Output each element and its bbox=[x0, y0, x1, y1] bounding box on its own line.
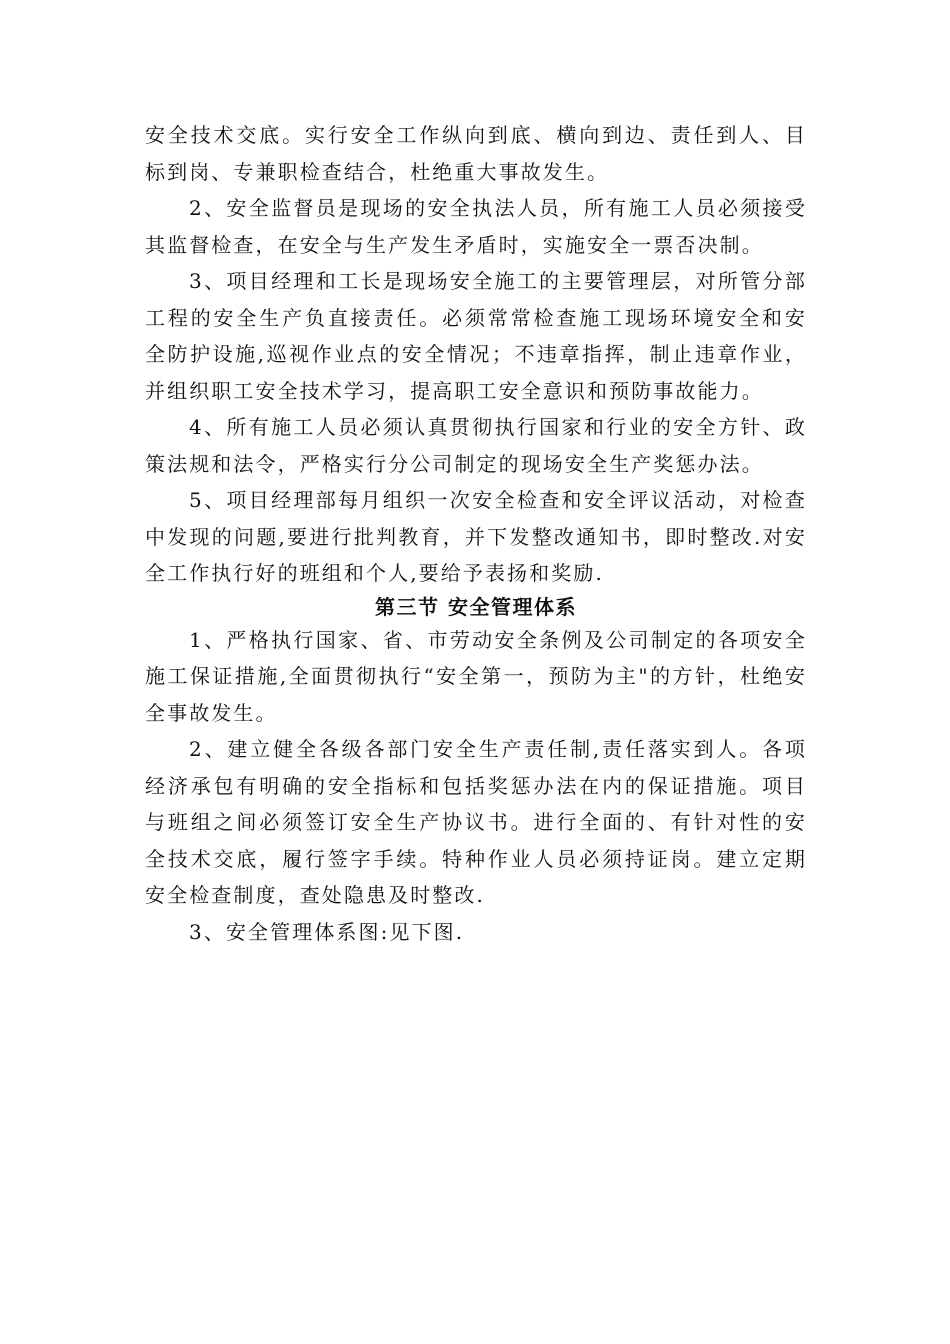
paragraph-continuation: 安全技术交底。实行安全工作纵向到底、横向到边、责任到人、目标到岗、专兼职检查结合，杜绝重大事故发生。 bbox=[145, 123, 807, 184]
section-paragraph-2: 2、建立健全各级各部门安全生产责任制,责任落实到人。各项经济承包有明确的安全指标和包括奖惩办法在内的保证措施。项目与班组之间必须签订安全生产协议书。进行全面的、有针对性的安全技术交底，履行签字手续。特种作业人员必须持证岗。建立定期安全检查制度，查处隐患及时整改. bbox=[145, 737, 807, 907]
paragraph-item-5: 5、项目经理部每月组织一次安全检查和安全评议活动，对检查中发现的问题,要进行批判教育，并下发整改通知书，即时整改.对安全工作执行好的班组和个人,要给予表扬和奖励. bbox=[145, 488, 807, 585]
paragraph-item-2: 2、安全监督员是现场的安全执法人员，所有施工人员必须接受其监督检查，在安全与生产发生矛盾时，实施安全一票否决制。 bbox=[145, 196, 807, 257]
document-page bbox=[145, 117, 807, 950]
section-paragraph-1: 1、严格执行国家、省、市劳动安全条例及公司制定的各项安全施工保证措施,全面贯彻执行“安全第一，预防为主"的方针，杜绝安全事故发生。 bbox=[145, 627, 807, 725]
paragraph-item-3: 3、项目经理和工长是现场安全施工的主要管理层，对所管分部工程的安全生产负直接责任。必须常常检查施工现场环境安全和安全防护设施,巡视作业点的安全情况；不违章指挥，制止违章作业，并组织职工安全技术学习，提高职工安全意识和预防事故能力。 bbox=[145, 269, 807, 403]
section-heading: 第三节 安全管理体系 bbox=[375, 594, 577, 619]
paragraph-item-4: 4、所有施工人员必须认真贯彻执行国家和行业的安全方针、政策法规和法令，严格实行分公司制定的现场安全生产奖惩办法。 bbox=[145, 415, 807, 476]
section-paragraph-3: 3、安全管理体系图:见下图. bbox=[189, 919, 465, 944]
